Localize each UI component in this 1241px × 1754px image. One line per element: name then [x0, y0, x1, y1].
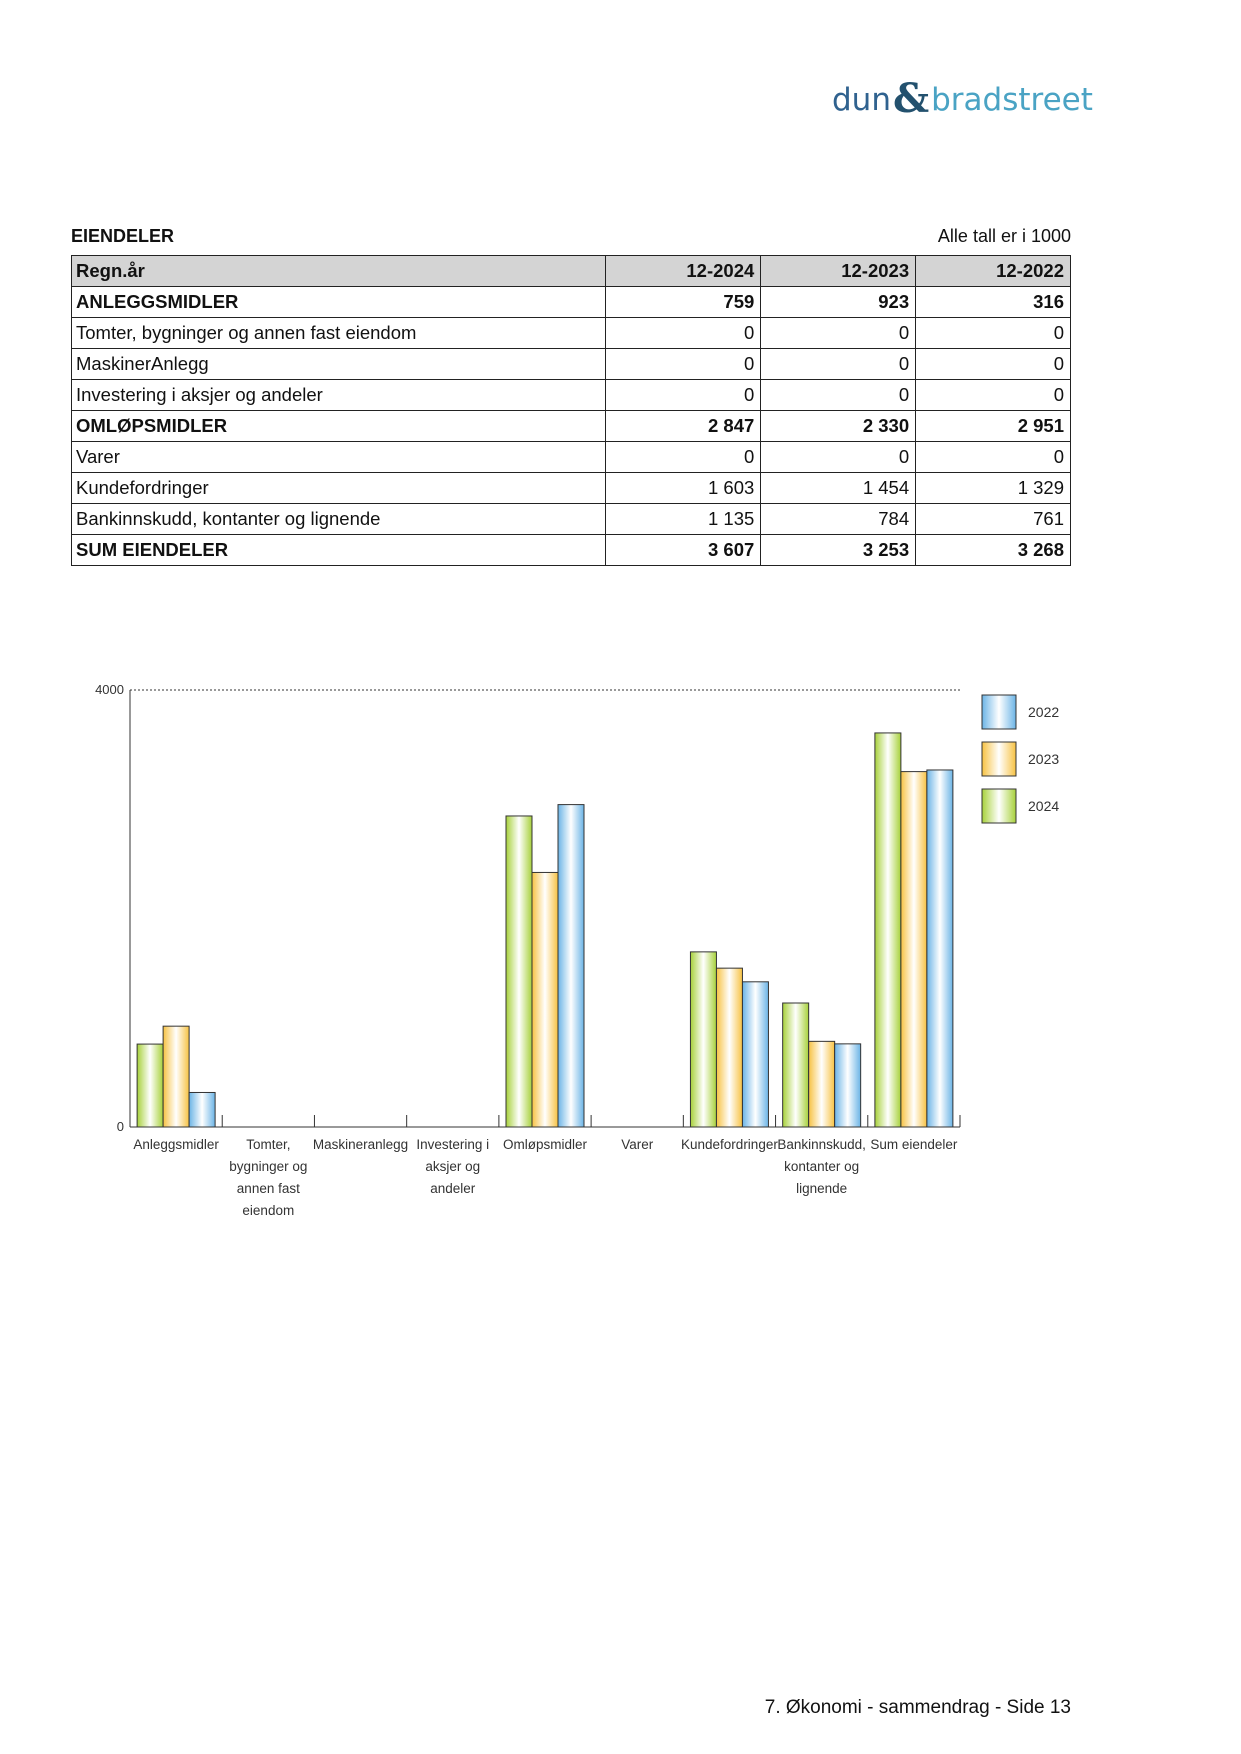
- y-tick-label: 0: [116, 1119, 124, 1134]
- bar-2022: [927, 770, 953, 1127]
- category-label: Investering i: [416, 1137, 490, 1152]
- bar-2024: [690, 952, 716, 1127]
- category-label: kontanter og: [784, 1159, 860, 1174]
- bar-2024: [137, 1044, 163, 1127]
- row-value: 0: [606, 380, 761, 411]
- category-label: Omløpsmidler: [502, 1137, 588, 1152]
- table-row: [72, 287, 1071, 318]
- row-label: Tomter, bygninger og annen fast eiendom: [72, 318, 606, 349]
- table-body: [72, 287, 1071, 566]
- page-footer: 7. Økonomi - sammendrag - Side 13: [764, 1697, 1071, 1718]
- category-label: Maskineranlegg: [312, 1137, 409, 1152]
- row-value: 0: [916, 442, 1071, 473]
- row-label: Kundefordringer: [72, 473, 606, 504]
- bar-2023: [532, 872, 558, 1127]
- row-value: 316: [916, 287, 1071, 318]
- row-value: 3 268: [916, 535, 1071, 566]
- bar-2023: [901, 772, 927, 1127]
- logo-text-dun: dun: [832, 82, 891, 118]
- row-label: ANLEGGSMIDLER: [72, 287, 606, 318]
- row-label: Investering i aksjer og andeler: [72, 380, 606, 411]
- category-label: Tomter,: [246, 1137, 291, 1152]
- table-row: [72, 504, 1071, 535]
- row-value: 923: [761, 287, 916, 318]
- category-label: Anleggsmidler: [133, 1137, 219, 1152]
- bar-2024: [783, 1003, 809, 1127]
- legend-swatch-2023: [982, 742, 1016, 776]
- legend-label: 2024: [1028, 798, 1060, 814]
- table-row: [72, 442, 1071, 473]
- column-header: Regn.år: [72, 256, 606, 287]
- category-label: eiendom: [242, 1203, 295, 1218]
- bar-2024: [875, 733, 901, 1127]
- row-label: Bankinnskudd, kontanter og lignende: [72, 504, 606, 535]
- category-label: bygninger og: [229, 1159, 308, 1174]
- category-label: andeler: [430, 1181, 476, 1196]
- bar-2022: [742, 982, 768, 1127]
- row-value: 759: [606, 287, 761, 318]
- row-value: 0: [606, 349, 761, 380]
- dun-bradstreet-logo: [832, 76, 1093, 124]
- bar-2023: [163, 1026, 189, 1127]
- bar-2022: [835, 1044, 861, 1127]
- row-value: 2 330: [761, 411, 916, 442]
- row-value: 1 329: [916, 473, 1071, 504]
- legend-swatch-2024: [982, 789, 1016, 823]
- bar-2022: [558, 805, 584, 1127]
- table-row: [72, 318, 1071, 349]
- column-header: 12-2022: [916, 256, 1071, 287]
- legend-label: 2022: [1028, 704, 1060, 720]
- category-label: Varer: [621, 1137, 654, 1152]
- category-label: annen fast: [236, 1181, 300, 1196]
- row-value: 1 454: [761, 473, 916, 504]
- row-value: 1 603: [606, 473, 761, 504]
- category-label: Bankinnskudd,: [777, 1137, 866, 1152]
- row-value: 0: [761, 318, 916, 349]
- row-value: 1 135: [606, 504, 761, 535]
- row-value: 784: [761, 504, 916, 535]
- assets-table: [71, 255, 1071, 566]
- row-value: 0: [606, 442, 761, 473]
- row-value: 0: [916, 380, 1071, 411]
- row-value: 0: [761, 349, 916, 380]
- row-value: 2 847: [606, 411, 761, 442]
- row-label: OMLØPSMIDLER: [72, 411, 606, 442]
- category-label: Kundefordringer: [681, 1137, 778, 1152]
- table-row: [72, 473, 1071, 504]
- bar-2023: [716, 968, 742, 1127]
- legend-label: 2023: [1028, 751, 1060, 767]
- row-value: 0: [916, 349, 1071, 380]
- row-label: SUM EIENDELER: [72, 535, 606, 566]
- y-tick-label: 4000: [95, 682, 124, 697]
- logo-ampersand: &: [892, 74, 930, 122]
- row-value: 3 253: [761, 535, 916, 566]
- logo-text-bradstreet: bradstreet: [931, 82, 1093, 118]
- table-row: [72, 380, 1071, 411]
- bar-2023: [809, 1041, 835, 1127]
- row-value: 2 951: [916, 411, 1071, 442]
- category-label: lignende: [796, 1181, 848, 1196]
- assets-bar-chart: [80, 675, 1080, 1235]
- row-value: 0: [606, 318, 761, 349]
- row-value: 0: [761, 380, 916, 411]
- unit-note: Alle tall er i 1000: [937, 226, 1071, 246]
- category-label: aksjer og: [425, 1159, 481, 1174]
- legend-swatch-2022: [982, 695, 1016, 729]
- column-header: 12-2023: [761, 256, 916, 287]
- category-label: Sum eiendeler: [870, 1137, 958, 1152]
- table-row: [72, 535, 1071, 566]
- column-header: 12-2024: [606, 256, 761, 287]
- row-label: MaskinerAnlegg: [72, 349, 606, 380]
- row-value: 3 607: [606, 535, 761, 566]
- table-row: [72, 349, 1071, 380]
- bar-2024: [506, 816, 532, 1127]
- table-header-row: [72, 256, 1071, 287]
- bar-2022: [189, 1092, 215, 1127]
- row-value: 0: [761, 442, 916, 473]
- section-title: EIENDELER: [71, 226, 175, 246]
- row-label: Varer: [72, 442, 606, 473]
- table-row: [72, 411, 1071, 442]
- row-value: 761: [916, 504, 1071, 535]
- row-value: 0: [916, 318, 1071, 349]
